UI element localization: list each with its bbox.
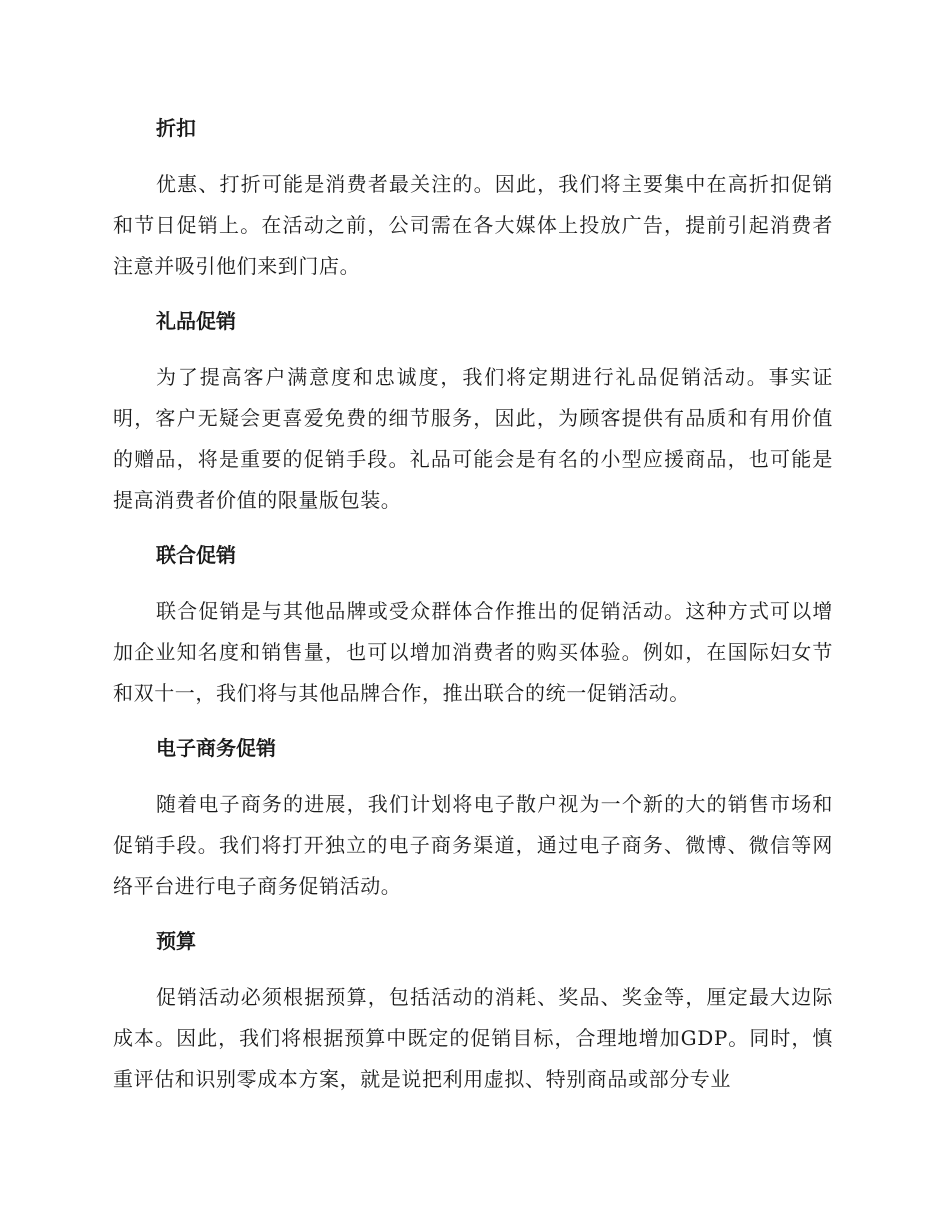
section-body-budget: 促销活动必须根据预算，包括活动的消耗、奖品、奖金等，厘定最大边际成本。因此，我们将根据预算中既定的促销目标，合理地增加GDP。同时，慎重评估和识别零成本方案，就是说把利用虚拟、特别商品或部分专业 (113, 985, 833, 1091)
section-body-discount: 优惠、打折可能是消费者最关注的。因此，我们将主要集中在高折扣促销和节日促销上。在活动之前，公司需在各大媒体上投放广告，提前引起消费者注意并吸引他们来到门店。 (113, 172, 833, 278)
section-body-gift-promotion: 为了提高客户满意度和忠诚度，我们将定期进行礼品促销活动。事实证明，客户无疑会更喜爱免费的细节服务，因此，为顾客提供有品质和有用价值的赠品，将是重要的促销手段。礼品可能会是有名的小型应援商品，也可能是提高消费者价值的限量版包装。 (113, 365, 833, 512)
document-content (113, 108, 833, 1100)
section-body-joint-promotion: 联合促销是与其他品牌或受众群体合作推出的促销活动。这种方式可以增加企业知名度和销售量，也可以增加消费者的购买体验。例如，在国际妇女节和双十一，我们将与其他品牌合作，推出联合的统一促销活动。 (113, 599, 833, 705)
section-heading-gift-promotion: 礼品促销 (156, 309, 236, 333)
section-heading-ecommerce-promotion: 电子商务促销 (156, 736, 276, 760)
section-heading-joint-promotion: 联合促销 (156, 543, 236, 567)
section-heading-budget: 预算 (156, 929, 196, 953)
section-body-ecommerce-promotion: 随着电子商务的进展，我们计划将电子散户视为一个新的大的销售市场和促销手段。我们将打开独立的电子商务渠道，通过电子商务、微博、微信等网络平台进行电子商务促销活动。 (113, 792, 833, 898)
section-heading-discount: 折扣 (156, 116, 196, 140)
